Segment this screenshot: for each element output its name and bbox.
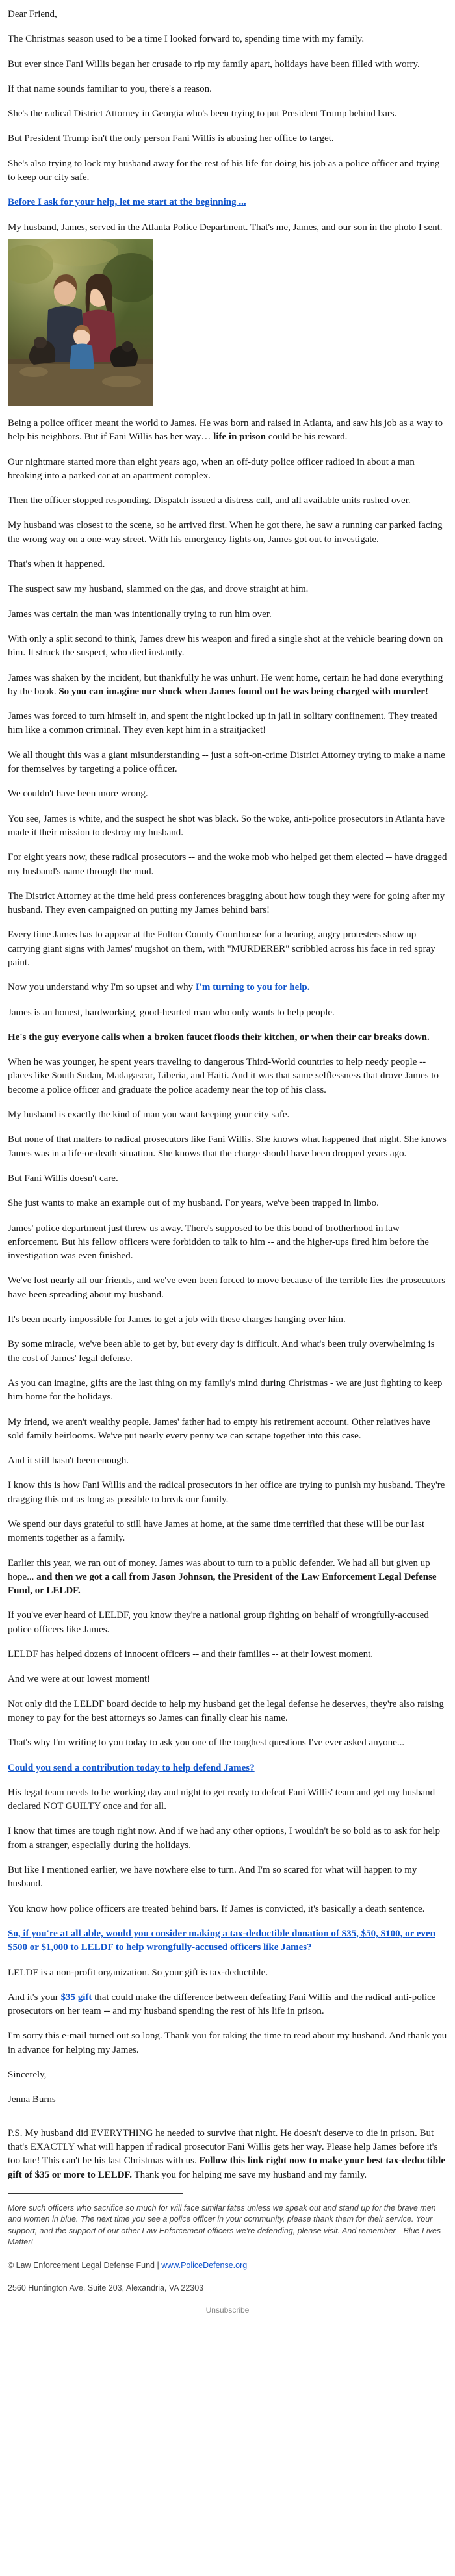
- paragraph: It's been nearly impossible for James to get a job with these charges hanging over him.: [8, 1314, 346, 1325]
- postscript: P.S. My husband did EVERYTHING he needed to survive that night. He doesn't deserve to die in prison. But that's EXACTLY what will happen if radical prosecutor Fani Willis gets her way. Please help James before it's too late! This can't be his last Christmas with us. Follow this link right now to make your best tax-deductible gift of $35 or more to LELDF. Thank you for helping me save my husband and my family.: [8, 2127, 445, 2180]
- paragraph: You know how police officers are treated behind bars. If James is convicted, it's basically a death sentence.: [8, 1903, 425, 1914]
- paragraph: That's why I'm writing to you today to ask you one of the toughest questions I've ever asked anyone...: [8, 1737, 405, 1749]
- paragraph: LELDF is a non-profit organization. So your gift is tax-deductible.: [8, 1967, 268, 1978]
- org-line: [8, 2259, 447, 2271]
- paragraph: I'm sorry this e-mail turned out so long. Thank you for taking the time to read about my husband. And thank you in advance for helping my James.: [8, 2031, 447, 2055]
- emphasis-text: and then we got a call from Jason Johnson, the President of the Law Enforcement Legal Defense Fund, or LELDF.: [8, 1571, 437, 1596]
- paragraph: Then the officer stopped responding. Dispatch issued a distress call, and all available units rushed over.: [8, 495, 411, 506]
- org-website-link[interactable]: www.PoliceDefense.org: [161, 2260, 248, 2270]
- paragraph: She's also trying to lock my husband away for the rest of his life for doing his job as a police officer and trying to keep our city safe.: [8, 158, 440, 183]
- paragraph: For eight years now, these radical prosecutors -- and the woke mob who helped get them elected -- have dragged my husband's name through the mud.: [8, 852, 447, 877]
- org-name: © Law Enforcement Legal Defense Fund |: [8, 2260, 159, 2270]
- paragraph: But none of that matters to radical prosecutors like Fani Willis. She knows what happened that night. She knows James was in a life-or-death situation. She knows that the charge should have been dropped years ago.: [8, 1134, 447, 1159]
- paragraph: If that name sounds familiar to you, there's a reason.: [8, 83, 212, 94]
- closing: Sincerely,: [8, 2070, 47, 2081]
- paragraph: James was shaken by the incident, but thankfully he was unhurt. He went home, certain he had done everything by the book. So you can imagine our shock when James found out he was being charged with murder!: [8, 672, 443, 697]
- contribution-link[interactable]: Could you send a contribution today to help defend James?: [8, 1762, 255, 1773]
- emphasis-text: So you can imagine our shock when James found out he was being charged with murder!: [58, 686, 428, 697]
- paragraph: But Fani Willis doesn't care.: [8, 1173, 118, 1184]
- paragraph: The Christmas season used to be a time I looked forward to, spending time with my family.: [8, 34, 365, 45]
- gift-link[interactable]: $35 gift: [60, 1992, 92, 2003]
- greeting: Dear Friend,: [8, 9, 57, 20]
- paragraph: LELDF has helped dozens of innocent officers -- and their families -- at their lowest moment.: [8, 1649, 374, 1660]
- paragraph-link: [8, 1927, 447, 1955]
- footer-message: More such officers who sacrifice so much for will face similar fates unless we speak out and stand up for the brave men and women in blue. The next time you see a police officer in your community, please thank them for their service. Your support, and the support of our other Law Enforcement officers we're defending, please visit. And remember --Blue Lives Matter!: [8, 2203, 441, 2247]
- paragraph: We've lost nearly all our friends, and we've even been forced to move because of the terrible lies the prosecutors have been spreading about my husband.: [8, 1275, 446, 1300]
- paragraph: And we were at our lowest moment!: [8, 1674, 151, 1685]
- paragraph: She just wants to make an example out of my husband. For years, we've been trapped in limbo.: [8, 1198, 379, 1209]
- paragraph: I know that times are tough right now. And if we had any other options, I wouldn't be so bold as to ask for help from a stranger, especially during the holidays.: [8, 1826, 440, 1851]
- divider: [8, 2193, 183, 2194]
- paragraph: The District Attorney at the time held press conferences bragging about how tough they were for going after my husband. They even campaigned on putting my James behind bars!: [8, 891, 445, 916]
- paragraph: That's when it happened.: [8, 559, 105, 570]
- paragraph: James is an honest, hardworking, good-hearted man who only wants to help people.: [8, 1007, 335, 1018]
- paragraph: My friend, we aren't wealthy people. James' father had to empty his retirement account. Other relatives have sold family heirlooms. We've put nearly every penny we can scrape together into this case.: [8, 1416, 430, 1441]
- org-address: 2560 Huntington Ave. Suite 203, Alexandria, VA 22303: [8, 2283, 204, 2293]
- paragraph: With only a split second to think, James drew his weapon and fired a single shot at the vehicle bearing down on him. It struck the suspect, who died instantly.: [8, 633, 443, 658]
- paragraph: Now you understand why I'm so upset and why I'm turning to you for help.: [8, 982, 310, 993]
- paragraph: When he was younger, he spent years traveling to dangerous Third-World countries to help needy people -- places like South Sudan, Madagascar, Liberia, and Haiti. And it was that same selflessness that drove James to become a police officer and graduate the police academy near the top of his class.: [8, 1057, 439, 1095]
- unsubscribe-line: [8, 2305, 447, 2316]
- paragraph: James' police department just threw us away. There's supposed to be this bond of brotherhood in law enforcement. But his fellow officers were forbidden to talk to him -- and the higher-ups fired him before the investigation was even finished.: [8, 1223, 429, 1262]
- paragraph: But like I mentioned earlier, we have nowhere else to turn. And I'm so scared for what will happen to my husband.: [8, 1865, 417, 1890]
- paragraph-link: [8, 196, 447, 209]
- paragraph: We couldn't have been more wrong.: [8, 788, 148, 800]
- emphasis-text: life in prison: [213, 432, 266, 443]
- paragraph: She's the radical District Attorney in Georgia who's been trying to put President Trump behind bars.: [8, 109, 397, 120]
- family-photo: [8, 239, 153, 406]
- paragraph: James was certain the man was intentionally trying to run him over.: [8, 608, 272, 619]
- paragraph: We spend our days grateful to still have James at home, at the same time terrified that these will be our last moments together as a family.: [8, 1519, 425, 1544]
- paragraph: Earlier this year, we ran out of money. James was about to turn to a public defender. We had all but given up hope... and then we got a call from Jason Johnson, the President of the Law Enforcement Legal Defense Fund, or LELDF.: [8, 1557, 437, 1596]
- paragraph: My husband is exactly the kind of man you want keeping your city safe.: [8, 1110, 290, 1121]
- paragraph: The suspect saw my husband, slammed on the gas, and drove straight at him.: [8, 584, 309, 595]
- paragraph: He's the guy everyone calls when a broken faucet floods their kitchen, or when their car breaks down.: [8, 1032, 430, 1043]
- paragraph-link: [8, 1762, 447, 1775]
- paragraph: If you've ever heard of LELDF, you know they're a national group fighting on behalf of wrongfully-accused police officers like James.: [8, 1610, 429, 1635]
- paragraph: By some miracle, we've been able to get by, but every day is difficult. And what's been truly overwhelming is the cost of James' legal defense.: [8, 1339, 435, 1364]
- paragraph: But ever since Fani Willis began her crusade to rip my family apart, holidays have been filled with worry.: [8, 59, 420, 70]
- paragraph: You see, James is white, and the suspect he shot was black. So the woke, anti-police prosecutors in Atlanta have made it their mission to destroy my husband.: [8, 813, 445, 838]
- start-at-beginning-link[interactable]: Before I ask for your help, let me start at the beginning ...: [8, 197, 246, 208]
- paragraph: But President Trump isn't the only person Fani Willis is abusing her office to target.: [8, 133, 334, 144]
- signature: Jenna Burns: [8, 2094, 56, 2105]
- paragraph: I know this is how Fani Willis and the radical prosecutors in her office are trying to punish my husband. They're dragging this out as long as possible to break our family.: [8, 1480, 445, 1505]
- paragraph: As you can imagine, gifts are the last thing on my family's mind during Christmas - we are just fighting to keep him home for the holidays.: [8, 1377, 443, 1403]
- unsubscribe-link[interactable]: Unsubscribe: [205, 2306, 250, 2315]
- paragraph: His legal team needs to be working day and night to get ready to defeat Fani Willis' team and get my husband declared NOT GUILTY once and for all.: [8, 1787, 436, 1812]
- turning-to-you-link[interactable]: I'm turning to you for help.: [195, 982, 310, 993]
- paragraph: James was forced to turn himself in, and spent the night locked up in jail in solitary confinement. They treated him like a common criminal. They even kept him in a straitjacket!: [8, 711, 437, 736]
- postscript-gift-link[interactable]: Follow this link right now to make your best tax-deductible gift of $35 or more to LELDF.: [8, 2155, 445, 2180]
- paragraph: Every time James has to appear at the Fulton County Courthouse for a hearing, angry protesters show up carrying giant signs with James' mugshot on them, with "MURDERER" scribbled across his face in red spray paint.: [8, 930, 436, 968]
- paragraph: My husband was closest to the scene, so he arrived first. When he got there, he saw a running car parked facing the wrong way on a one-way street. With his emergency lights on, James got out to investigate.: [8, 520, 443, 545]
- paragraph: And it's your $35 gift that could make the difference between defeating Fani Willis and the radical anti-police prosecutors on her team -- and my husband spending the rest of his life in prison.: [8, 1992, 436, 2017]
- donation-link[interactable]: So, if you're at all able, would you consider making a tax-deductible donation of $35, $50, $100, or even $500 or $1,000 to LELDF to help wrongfully-accused officers like James?: [8, 1928, 436, 1953]
- paragraph: We all thought this was a giant misunderstanding -- just a soft-on-crime District Attorney trying to make a name for themselves by targeting a police officer.: [8, 749, 445, 775]
- paragraph: Our nightmare started more than eight years ago, when an off-duty police officer radioed in about a man breaking into a parked car at an apartment complex.: [8, 456, 415, 481]
- paragraph: My husband, James, served in the Atlanta Police Department. That's me, James, and our son in the photo I sent.: [8, 222, 443, 233]
- paragraph: And it still hasn't been enough.: [8, 1455, 129, 1466]
- paragraph: Being a police officer meant the world to James. He was born and raised in Atlanta, and saw his job as a way to help his neighbors. But if Fani Willis has her way… life in prison could be his reward.: [8, 417, 443, 443]
- paragraph: Not only did the LELDF board decide to help my husband get the legal defense he deserves, they're also raising money to pay for the best attorneys so James can finally clear his name.: [8, 1698, 444, 1723]
